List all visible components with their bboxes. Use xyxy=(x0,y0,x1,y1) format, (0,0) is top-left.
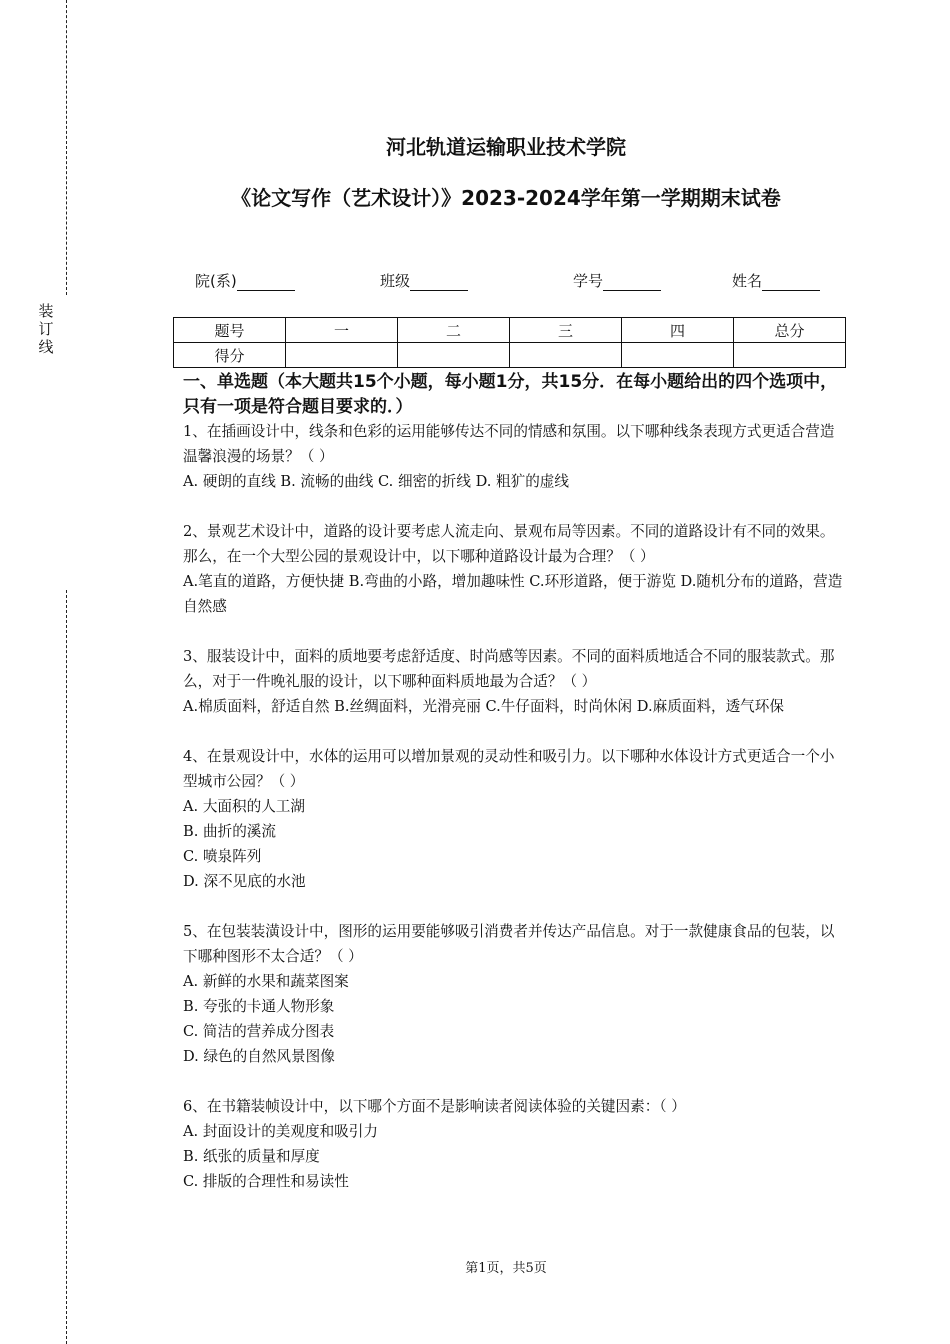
score-table xyxy=(173,317,846,368)
binding-char: 装 xyxy=(38,302,54,320)
score-cell[interactable] xyxy=(398,343,510,368)
question-options: A. 硬朗的直线 B. 流畅的曲线 C. 细密的折线 D. 粗犷的虚线 xyxy=(183,473,569,490)
name-field[interactable] xyxy=(732,270,820,291)
binding-char: 线 xyxy=(38,338,54,356)
questions-list xyxy=(183,419,843,1219)
question-option: C. 排版的合理性和易读性 xyxy=(183,1173,349,1190)
name-label: 姓名 xyxy=(732,272,763,290)
page-number: 第1页，共5页 xyxy=(465,1261,547,1276)
score-row-label: 得分 xyxy=(174,343,286,368)
exam-title: 《论文写作（艺术设计）》2023-2024学年第一学期期末试卷 xyxy=(231,186,781,210)
school-name: 河北轨道运输职业技术学院 xyxy=(386,135,626,159)
student-id-field[interactable] xyxy=(573,270,661,291)
score-table-score-row xyxy=(174,343,846,368)
question-option: C. 喷泉阵列 xyxy=(183,848,262,865)
question-option: D. 绿色的自然风景图像 xyxy=(183,1048,335,1065)
dept-blank[interactable] xyxy=(237,274,295,291)
question-stem: 3、服装设计中，面料的质地要考虑舒适度、时尚感等因素。不同的面料质地适合不同的服装款式。那么，对于一件晚礼服的设计，以下哪种面料质地最为合适？（ ） xyxy=(183,648,835,690)
question-stem: 2、景观艺术设计中，道路的设计要考虑人流走向、景观布局等因素。不同的道路设计有不同的效果。那么，在一个大型公园的景观设计中，以下哪种道路设计最为合理？（ ） xyxy=(183,523,835,565)
score-header-cell: 四 xyxy=(622,318,734,343)
score-header-cell: 题号 xyxy=(174,318,286,343)
score-cell[interactable] xyxy=(734,343,846,368)
binding-label xyxy=(36,302,56,356)
question-option: B. 曲折的溪流 xyxy=(183,823,276,840)
score-cell[interactable] xyxy=(510,343,622,368)
question-option: B. 纸张的质量和厚度 xyxy=(183,1148,320,1165)
question xyxy=(183,744,843,894)
binding-char: 订 xyxy=(38,320,54,338)
student-id-label: 学号 xyxy=(573,272,604,290)
question-option: A. 封面设计的美观度和吸引力 xyxy=(183,1123,378,1140)
question xyxy=(183,419,843,494)
question xyxy=(183,644,843,719)
question-stem: 6、在书籍装帧设计中，以下哪个方面不是影响读者阅读体验的关键因素：（ ） xyxy=(183,1098,686,1115)
class-label: 班级 xyxy=(380,272,411,290)
score-table-header-row xyxy=(174,318,846,343)
student-id-blank[interactable] xyxy=(603,274,661,291)
dept-field[interactable] xyxy=(195,270,295,291)
question xyxy=(183,519,843,619)
question-option: C. 简洁的营养成分图表 xyxy=(183,1023,335,1040)
score-header-cell: 二 xyxy=(398,318,510,343)
score-header-cell: 三 xyxy=(510,318,622,343)
question xyxy=(183,919,843,1069)
question-stem: 4、在景观设计中，水体的运用可以增加景观的灵动性和吸引力。以下哪种水体设计方式更适合一个小型城市公园？（ ） xyxy=(183,748,835,790)
question-stem: 5、在包装装潢设计中，图形的运用要能够吸引消费者并传达产品信息。对于一款健康食品的包装，以下哪种图形不太合适？（ ） xyxy=(183,923,835,965)
question xyxy=(183,1094,843,1194)
question-option: D. 深不见底的水池 xyxy=(183,873,306,890)
question-option: B. 夸张的卡通人物形象 xyxy=(183,998,335,1015)
binding-line-bottom xyxy=(66,590,67,1344)
score-cell[interactable] xyxy=(622,343,734,368)
score-header-cell: 一 xyxy=(286,318,398,343)
question-option: A. 新鲜的水果和蔬菜图案 xyxy=(183,973,349,990)
dept-label: 院(系) xyxy=(195,272,237,290)
class-field[interactable] xyxy=(380,270,468,291)
score-header-cell: 总分 xyxy=(734,318,846,343)
question-option: A. 大面积的人工湖 xyxy=(183,798,305,815)
student-info-row xyxy=(0,270,950,292)
class-blank[interactable] xyxy=(410,274,468,291)
name-blank[interactable] xyxy=(762,274,820,291)
score-cell[interactable] xyxy=(286,343,398,368)
question-stem: 1、在插画设计中，线条和色彩的运用能够传达不同的情感和氛围。以下哪种线条表现方式更适合营造温馨浪漫的场景？（ ） xyxy=(183,423,835,465)
question-options: A.棉质面料，舒适自然 B.丝绸面料，光滑亮丽 C.牛仔面料，时尚休闲 D.麻质面料，透气环保 xyxy=(183,698,784,715)
question-options: A.笔直的道路，方便快捷 B.弯曲的小路，增加趣味性 C.环形道路，便于游览 D.随机分布的道路，营造自然感 xyxy=(183,573,843,615)
section-title: 一、单选题（本大题共15个小题，每小题1分，共15分．在每小题给出的四个选项中，只有一项是符合题目要求的．） xyxy=(183,372,838,417)
